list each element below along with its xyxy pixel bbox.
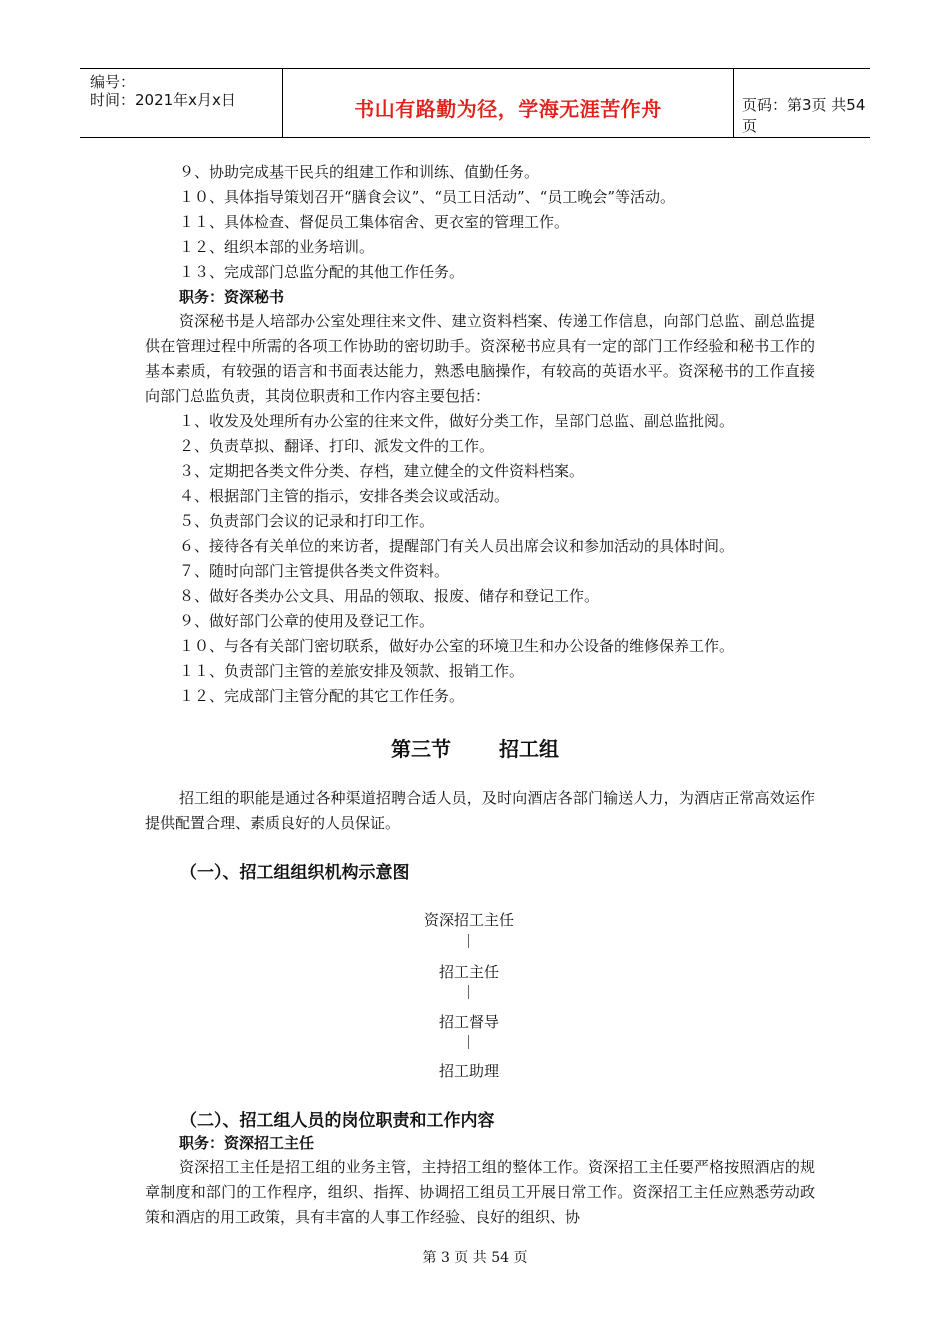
list-item: ３、定期把各类文件分类、存档，建立健全的文件资料档案。 [179, 462, 585, 480]
list-item: ５、负责部门会议的记录和打印工作。 [179, 512, 435, 530]
header-meta-cell [80, 69, 282, 137]
org-node-recruit-assistant: 招工助理 [438, 1062, 499, 1080]
list-item: ７、随时向部门主管提供各类文件资料。 [179, 562, 450, 580]
org-connector [468, 985, 469, 999]
header-page-number: 页码：第3页 共54页 [742, 96, 866, 135]
header-page-cell [732, 69, 870, 137]
section-number: 第三节 [391, 737, 451, 761]
role-heading-secretary: 职务：资深秘书 [179, 288, 285, 306]
section-intro: 招工组的职能是通过各种渠道招聘合适人员，及时向酒店各部门输送人力，为酒店正常高效运作提供配置合理、素质良好的人员保证。 [145, 789, 815, 832]
org-node-senior-recruit-supervisor: 资深招工主任 [423, 911, 514, 929]
list-item: ８、做好各类办公文具、用品的领取、报废、储存和登记工作。 [179, 587, 600, 605]
page-header [80, 68, 870, 138]
org-connector [468, 934, 469, 948]
list-item: １１、具体检查、督促员工集体宿舍、更衣室的管理工作。 [179, 213, 570, 231]
list-item: ６、接待各有关单位的来访者，提醒部门有关人员出席会议和参加活动的具体时间。 [179, 537, 735, 555]
list-item: ２、负责草拟、翻译、打印、派发文件的工作。 [179, 437, 495, 455]
secretary-description: 资深秘书是人培部办公室处理往来文件、建立资料档案、传递工作信息，向部门总监、副总监提供在管理过程中所需的各项工作协助的密切助手。资深秘书应具有一定的部门工作经验和秘书工作的基本素质，有较强的语言和书面表达能力，熟悉电脑操作，有较高的英语水平。资深秘书的工作直接向部门总监负责，其岗位职责和工作内容主要包括： [145, 312, 815, 405]
document-number: 编号： [90, 73, 136, 91]
document-date: 时间：2021年x月x日 [90, 91, 236, 109]
list-item: ９、做好部门公章的使用及登记工作。 [179, 612, 435, 630]
list-item: ９、协助完成基干民兵的组建工作和训练、值勤任务。 [179, 163, 540, 181]
list-item: ４、根据部门主管的指示，安排各类会议或活动。 [179, 487, 510, 505]
list-item: １０、与各有关部门密切联系，做好办公室的环境卫生和办公设备的维修保养工作。 [179, 637, 735, 655]
list-item: １０、具体指导策划召开“膳食会议”、“员工日活动”、“员工晚会”等活动。 [179, 188, 676, 206]
section-intro-block [145, 786, 815, 836]
org-node-recruit-supervisor: 招工主任 [438, 963, 499, 981]
role-block [145, 1131, 815, 1230]
list-item: １、收发及处理所有办公室的往来文件，做好分类工作，呈部门总监、副总监批阅。 [179, 412, 735, 430]
org-connector [468, 1035, 469, 1049]
page-footer: 第 3 页 共 54 页 [422, 1250, 528, 1266]
header-motto-cell [282, 69, 734, 137]
list-item: １１、负责部门主管的差旅安排及领款、报销工作。 [179, 662, 525, 680]
body-content [145, 160, 815, 709]
section-title [0, 733, 950, 762]
role-heading-senior-recruit: 职务：资深招工主任 [179, 1134, 315, 1152]
list-item: １２、完成部门主管分配的其它工作任务。 [179, 687, 465, 705]
org-node-recruit-lead: 招工督导 [438, 1013, 499, 1031]
duties-heading: （二）、招工组人员的岗位职责和工作内容 [180, 1111, 495, 1131]
list-item: １２、组织本部的业务培训。 [179, 238, 375, 256]
role-description: 资深招工主任是招工组的业务主管，主持招工组的整体工作。资深招工主任要严格按照酒店的规章制度和部门的工作程序，组织、指挥、协调招工组员工开展日常工作。资深招工主任应熟悉劳动政策和酒店的用工政策，具有丰富的人事工作经验、良好的组织、协 [145, 1158, 815, 1226]
org-chart-heading: （一）、招工组组织机构示意图 [180, 863, 410, 883]
list-item: １３、完成部门总监分配的其他工作任务。 [179, 263, 465, 281]
header-motto: 书山有路勤为径，学海无涯苦作舟 [354, 97, 662, 121]
section-name: 招工组 [499, 737, 559, 761]
